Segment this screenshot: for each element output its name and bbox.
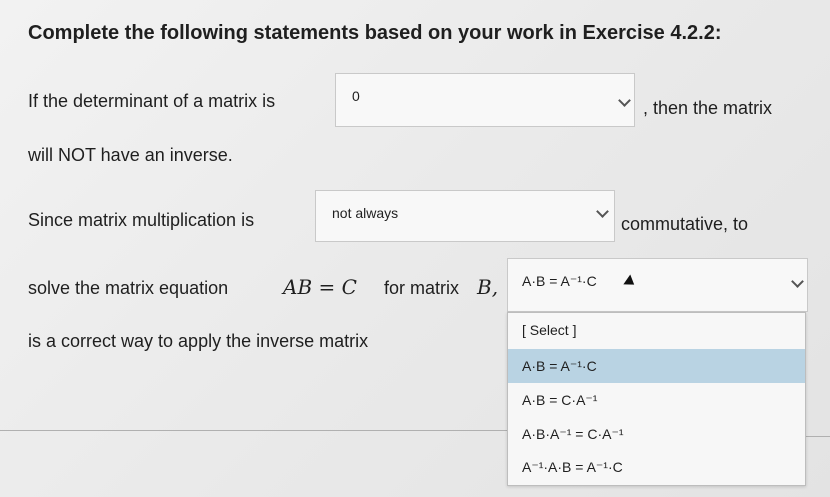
chevron-down-icon: [618, 94, 631, 107]
for-matrix-label: for matrix: [384, 278, 460, 298]
divider-right: [806, 436, 830, 437]
dropdown-option-select[interactable]: [ Select ]: [522, 322, 577, 338]
determinant-dropdown-value: 0: [352, 88, 360, 104]
sentence2-after: commutative, to: [621, 214, 749, 234]
inverse-method-dropdown[interactable]: [507, 258, 808, 312]
sentence1-line2: will NOT have an inverse.: [28, 145, 233, 165]
question-heading: Complete the following statements based on your work in Exercise 4.2.2:: [28, 22, 722, 44]
sentence2-before: Since matrix multiplication is: [28, 210, 255, 230]
chevron-down-icon: [596, 205, 609, 218]
determinant-dropdown[interactable]: [335, 73, 635, 127]
sentence1-after: , then the matrix: [643, 98, 773, 118]
divider-left: [0, 430, 507, 431]
equation: AB = C: [283, 275, 357, 299]
dropdown-option-3[interactable]: A·B·A⁻¹ = C·A⁻¹: [522, 426, 624, 442]
dropdown-option-1[interactable]: A·B = A⁻¹·C: [508, 349, 805, 383]
sentence1-before: If the determinant of a matrix is: [28, 91, 276, 111]
dropdown-option-4[interactable]: A⁻¹·A·B = A⁻¹·C: [522, 459, 623, 475]
commutativity-dropdown[interactable]: [315, 190, 615, 242]
sentence2-line2: solve the matrix equation: [28, 278, 229, 298]
dropdown-menu: [507, 312, 806, 486]
matrix-variable: B,: [477, 275, 499, 299]
commutativity-dropdown-value: not always: [332, 205, 399, 221]
inverse-method-dropdown-value: A·B = A⁻¹·C: [522, 273, 597, 289]
chevron-down-icon: [791, 275, 804, 288]
dropdown-option-2[interactable]: A·B = C·A⁻¹: [522, 392, 598, 408]
sentence2-line3: is a correct way to apply the inverse matrix: [28, 331, 369, 351]
